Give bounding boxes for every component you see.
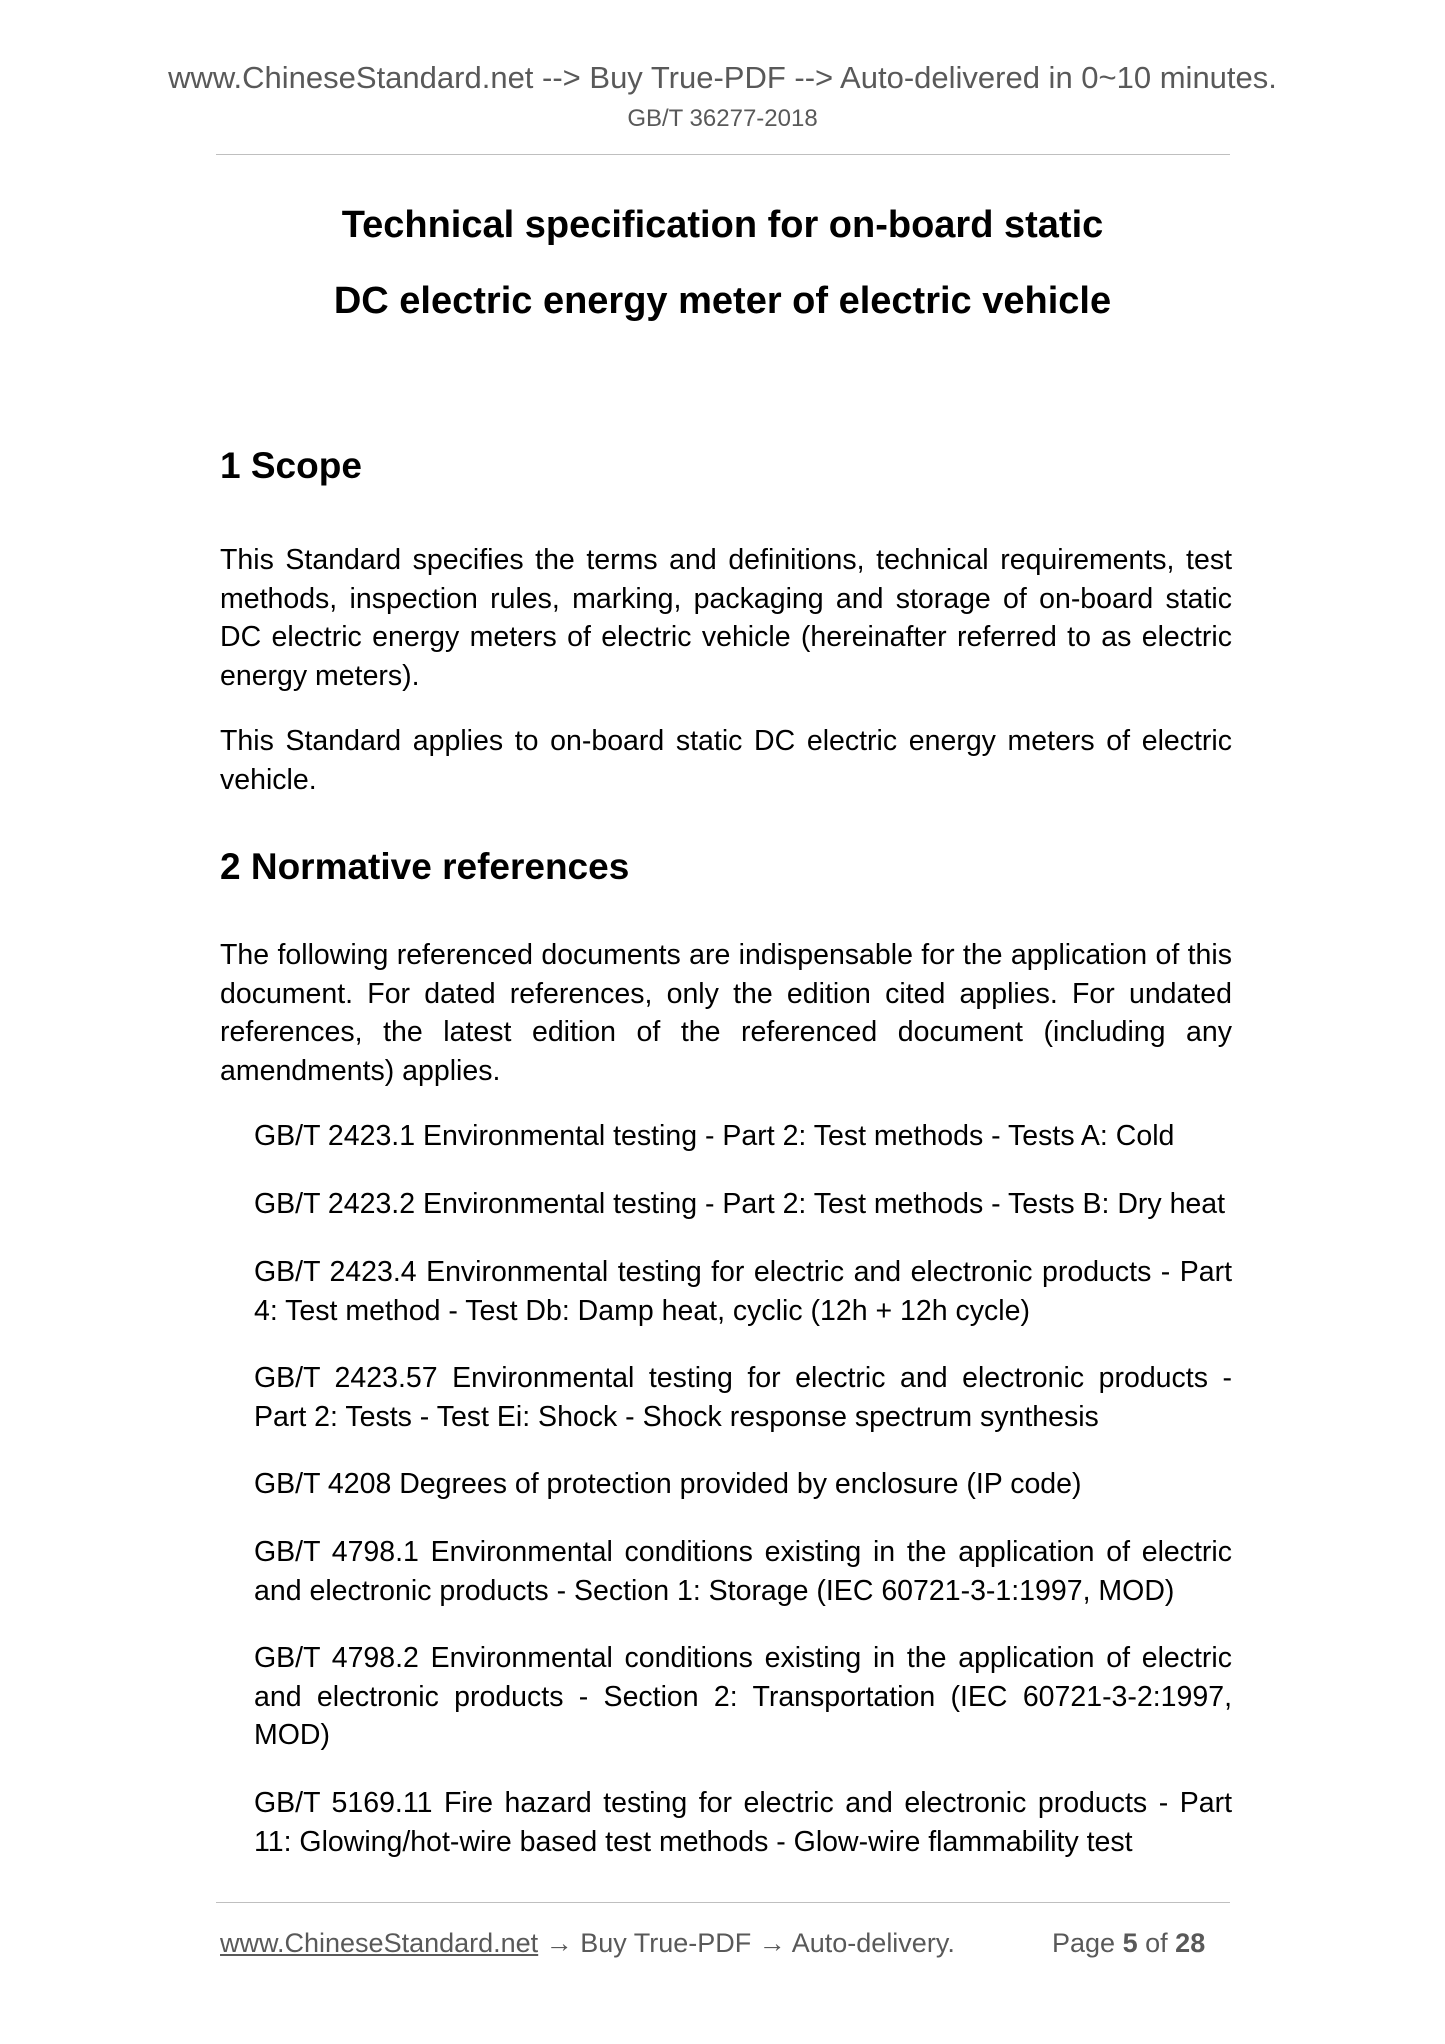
footer-left: [220, 1926, 955, 1960]
scope-paragraph: This Standard applies to on-board static DC electric energy meters of electric vehicle.: [220, 725, 1232, 796]
page-number: [1052, 1926, 1205, 1960]
header-divider: [216, 154, 1230, 155]
reference-item: GB/T 2423.1 Environmental testing - Part 2: Test methods - Tests A: Cold: [254, 1120, 1175, 1152]
page-current: 5: [1122, 1928, 1138, 1958]
reference-item: GB/T 4798.2 Environmental conditions existing in the application of electric and electronic products - Section 2: Transportation (IEC 60721-3-2:1997, MOD): [254, 1642, 1232, 1751]
page-label: Page: [1052, 1928, 1116, 1958]
reference-item: GB/T 4798.1 Environmental conditions existing in the application of electric and electronic products - Section 1: Storage (IEC 60721-3-1:1997, MOD): [254, 1536, 1232, 1607]
reference-item: GB/T 4208 Degrees of protection provided by enclosure (IP code): [254, 1468, 1082, 1500]
section-heading-scope: 1 Scope: [220, 445, 362, 486]
scope-paragraph: This Standard specifies the terms and definitions, technical requirements, test methods, inspection rules, marking, packaging and storage of on-board static DC electric energy meters of electric vehicle (hereinafter referred to as electric energy meters).: [220, 544, 1232, 692]
reference-item: GB/T 2423.4 Environmental testing for electric and electronic products - Part 4: Test method - Test Db: Damp heat, cyclic (12h + 12h cycle): [254, 1256, 1232, 1327]
document-title-line-1: Technical specification for on-board static: [341, 204, 1104, 246]
references-intro-paragraph: The following referenced documents are indispensable for the application of this document. For dated references, only the edition cited applies. For undated references, the latest edition of the referenced document (including any amendments) applies.: [220, 939, 1232, 1087]
section-heading-normative-references: 2 Normative references: [220, 846, 630, 887]
footer-site-link[interactable]: www.ChineseStandard.net: [220, 1928, 539, 1958]
footer-divider: [216, 1902, 1230, 1903]
reference-item: GB/T 5169.11 Fire hazard testing for electric and electronic products - Part 11: Glowing/hot-wire based test methods - Glow-wire flammability test: [254, 1787, 1232, 1858]
page-total: 28: [1175, 1928, 1206, 1958]
reference-item: GB/T 2423.57 Environmental testing for electric and electronic products - Part 2: Tests - Test Ei: Shock - Shock response spectrum synthesis: [254, 1362, 1232, 1433]
reference-item: GB/T 2423.2 Environmental testing - Part 2: Test methods - Tests B: Dry heat: [254, 1188, 1226, 1220]
document-title-line-2: DC electric energy meter of electric vehicle: [333, 280, 1112, 322]
header-banner: www.ChineseStandard.net --> Buy True-PDF --> Auto-delivered in 0~10 minutes.: [168, 60, 1277, 95]
footer-tagline: → Buy True-PDF → Auto-delivery.: [538, 1928, 955, 1958]
standard-code: GB/T 36277-2018: [627, 105, 818, 132]
page-of: of: [1145, 1928, 1168, 1958]
